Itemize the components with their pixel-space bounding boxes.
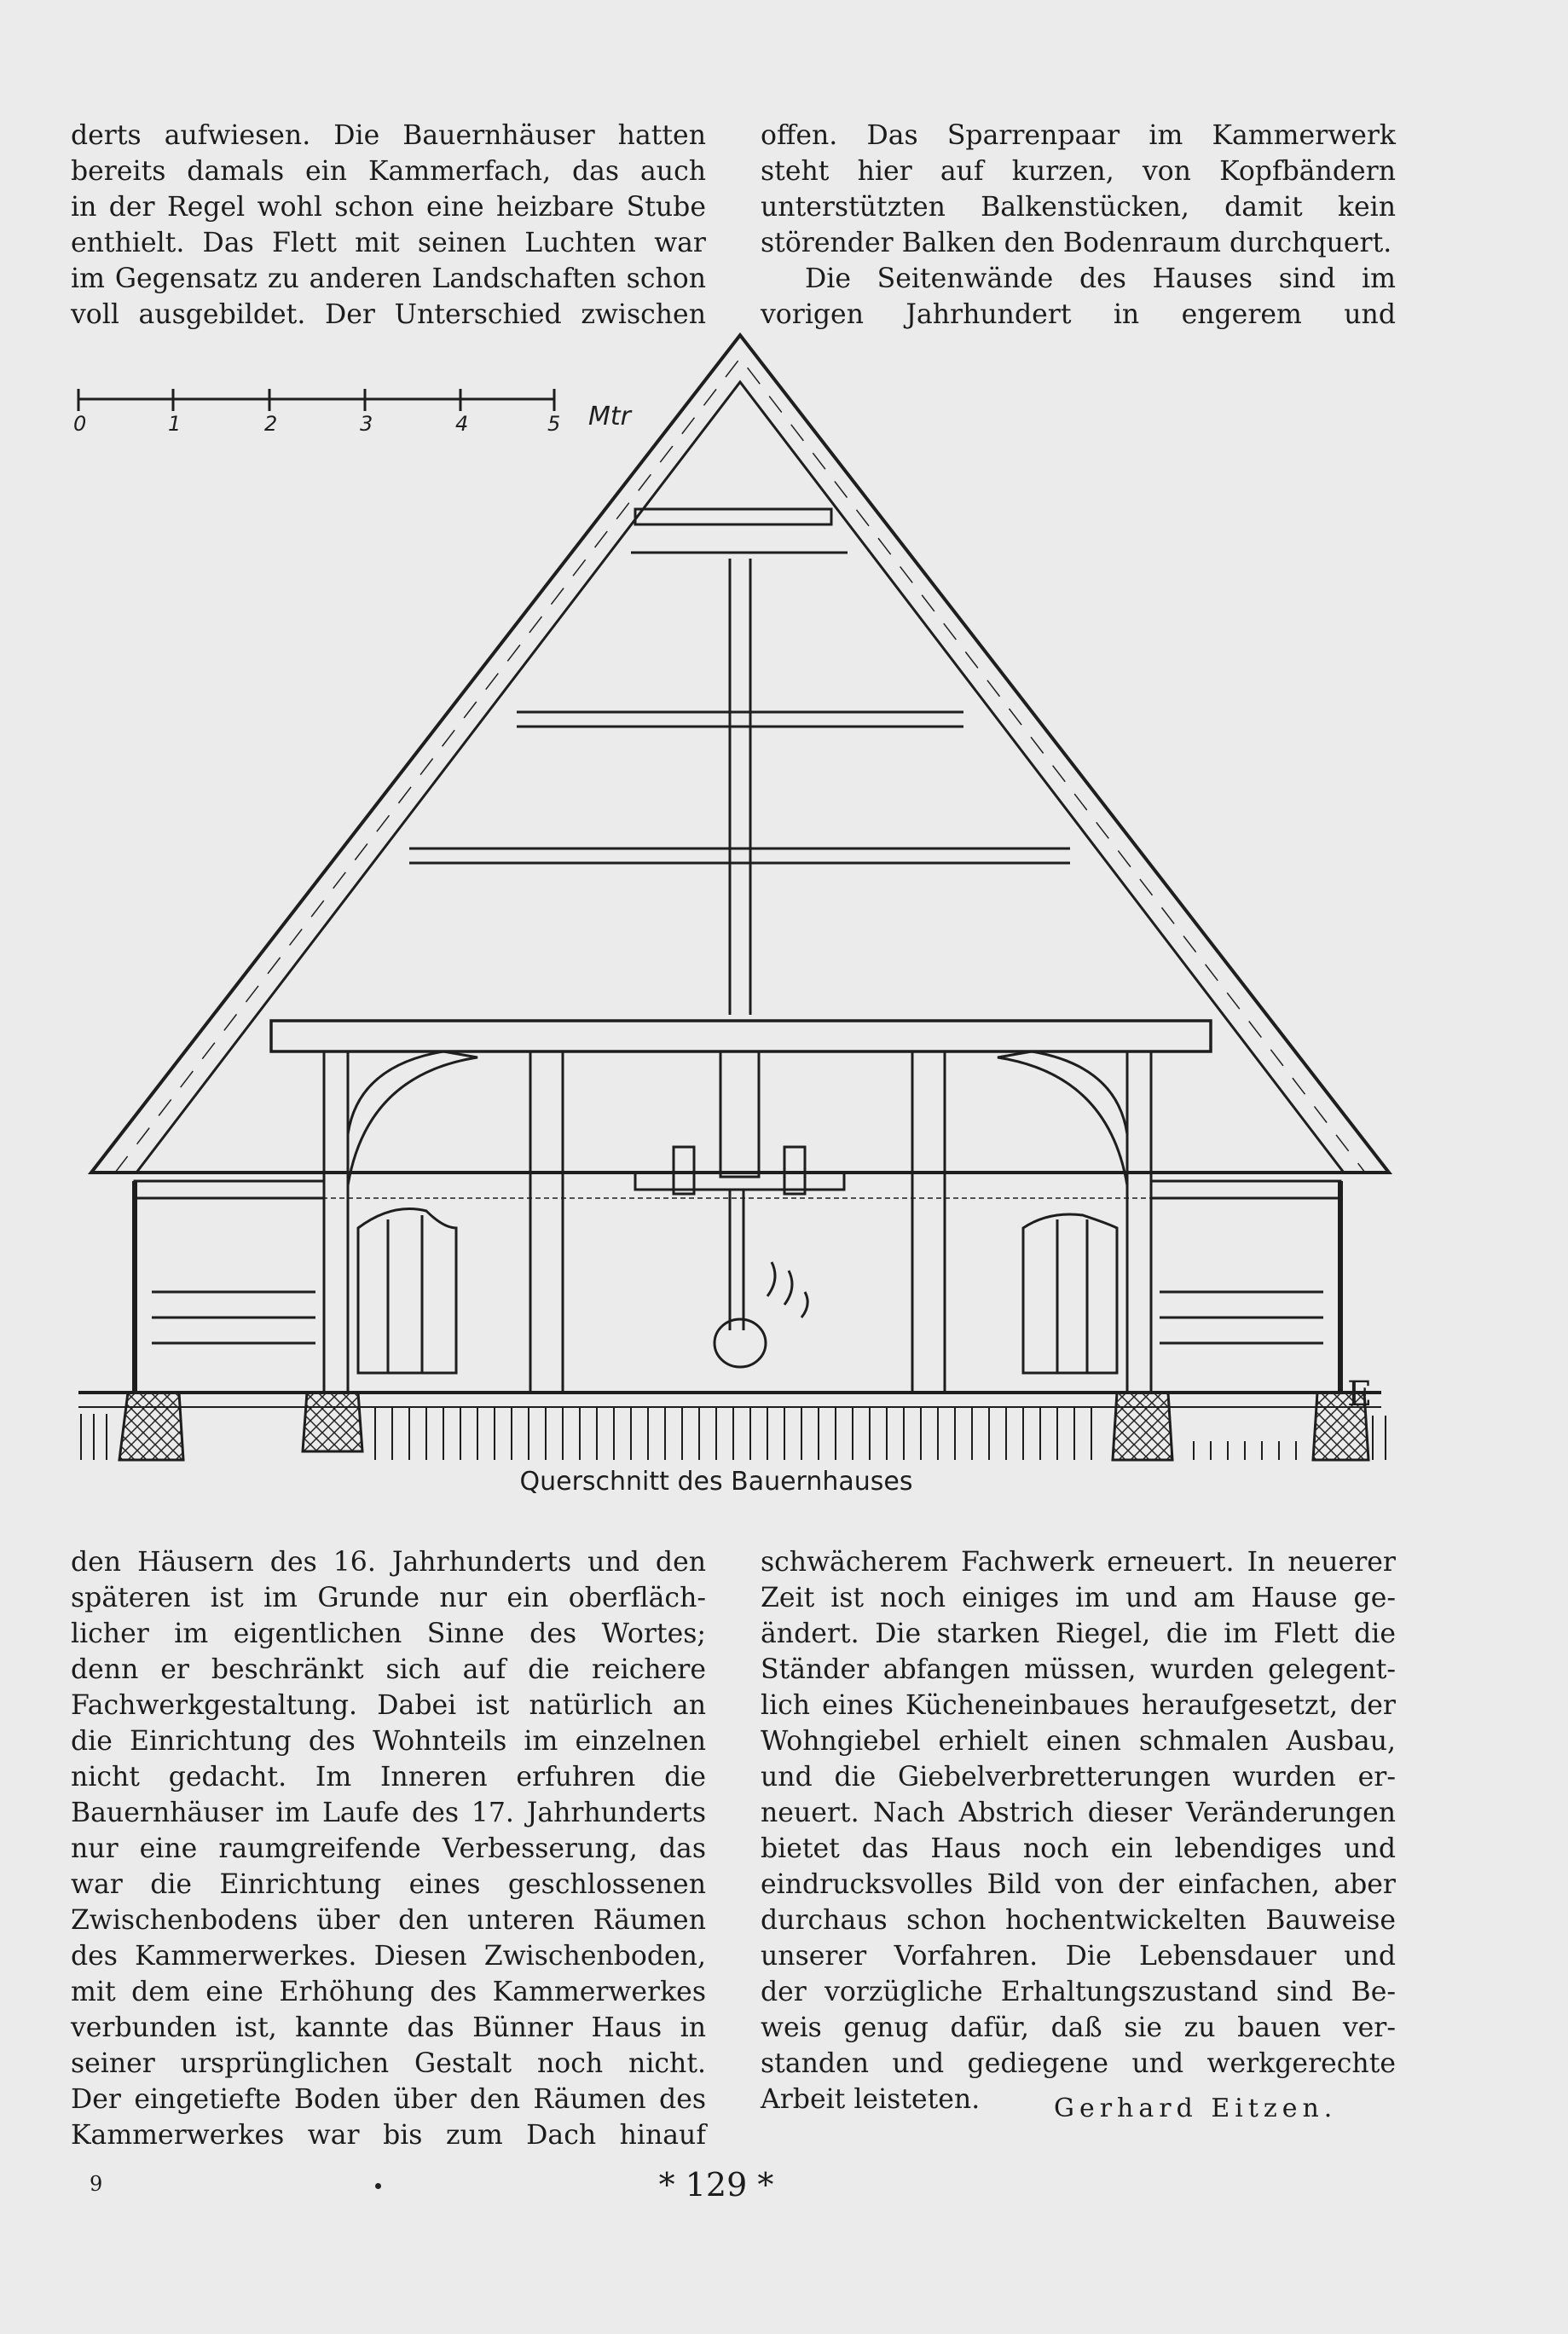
text-line: verbunden ist, kannte das Bünner Haus in (71, 2013, 706, 2043)
text-line: neuert. Nach Abstrich dieser Veränderungen (761, 1798, 1396, 1828)
tie-beam (271, 1021, 1211, 1051)
artist-monogram: E (1347, 1375, 1373, 1414)
text-line: seiner ursprünglichen Gestalt noch nicht. (71, 2048, 706, 2079)
text-line: Ständer abfangen müssen, wurden gelegent- (761, 1654, 1396, 1685)
text-line: späteren ist im Grunde nur ein oberfläch- (71, 1583, 706, 1613)
text-line: denn er beschränkt sich auf die reichere (71, 1654, 706, 1685)
text-line: offen. Das Sparrenpaar im Kammerwerk (761, 120, 1396, 151)
author-signature: Gerhard Eitzen. (1054, 2094, 1338, 2123)
foundation-left (119, 1393, 183, 1460)
post-right (1127, 1051, 1151, 1393)
text-line: und die Giebelverbretterungen wurden er- (761, 1762, 1396, 1792)
hearth-beam (635, 1173, 844, 1190)
collar-beam (635, 509, 831, 524)
text-line: derts aufwiesen. Die Bauernhäuser hatten (71, 120, 706, 151)
post-left-inner (530, 1051, 563, 1393)
scale-tick-label: 3 (360, 412, 373, 436)
text-line: enthielt. Das Flett mit seinen Luchten war (71, 228, 706, 258)
scale-tick-label: 5 (547, 412, 561, 436)
text-line: durchaus schon hochentwickelten Bauweise (761, 1905, 1396, 1936)
text-line: lich eines Kücheneinbaues heraufgesetzt, der (761, 1690, 1396, 1721)
text-line: bereits damals ein Kammerfach, das auch (71, 156, 706, 187)
text-line: vorigen Jahrhundert in engerem und (761, 299, 1396, 330)
text-line: Die Seitenwände des Hauses sind im (805, 264, 1396, 294)
text-line: licher im eigentlichen Sinne des Wortes; (71, 1619, 706, 1649)
brace-left (348, 1051, 477, 1185)
text-line: im Gegensatz zu anderen Landschaften schon (71, 264, 706, 294)
roof-outline (91, 335, 1389, 1173)
door-left (358, 1209, 456, 1374)
text-line: unterstützten Balkenstücken, damit kein (761, 192, 1396, 223)
text-line: ändert. Die starken Riegel, die im Flett die (761, 1619, 1396, 1649)
text-line: voll ausgebildet. Der Unterschied zwischen (71, 299, 706, 330)
text-line: nur eine raumgreifende Verbesserung, das (71, 1833, 706, 1864)
text-line: den Häusern des 16. Jahrhunderts und den (71, 1547, 706, 1578)
page-number: * 129 * (658, 2166, 774, 2204)
door-right (1023, 1214, 1117, 1373)
smoke-hood (720, 1051, 759, 1177)
post-left (324, 1051, 348, 1393)
scale-tick-label: 2 (264, 412, 278, 436)
bottom-left-column (71, 1544, 706, 2153)
text-line: in der Regel wohl schon eine heizbare Stube (71, 192, 706, 223)
post-right-inner (912, 1051, 945, 1393)
text-line: steht hier auf kurzen, von Kopfbändern (761, 156, 1396, 187)
signature-number: 9 (90, 2172, 103, 2196)
scale-tick-label: 1 (168, 412, 182, 436)
scale-unit-label: Mtr (588, 402, 631, 431)
text-line: Fachwerkgestaltung. Dabei ist natürlich an (71, 1690, 706, 1721)
text-line: der vorzügliche Erhaltungszustand sind Be- (761, 1977, 1396, 2007)
text-line: Zwischenbodens über den unteren Räumen (71, 1905, 706, 1936)
text-line: die Einrichtung des Wohnteils im einzelnen (71, 1726, 706, 1757)
text-line: Arbeit leisteten. (761, 2084, 981, 2115)
cooking-pot (715, 1319, 766, 1367)
bottom-right-column (761, 1544, 1396, 2117)
text-line: standen und gediegene und werkgerechte (761, 2048, 1396, 2079)
text-line: eindrucksvolles Bild von der einfachen, aber (761, 1869, 1396, 1900)
text-line: bietet das Haus noch ein lebendiges und (761, 1833, 1396, 1864)
text-line: Bauernhäuser im Laufe des 17. Jahrhunderts (71, 1798, 706, 1828)
text-line: unserer Vorfahren. Die Lebensdauer und (761, 1941, 1396, 1972)
text-line: Kammerwerkes war bis zum Dach hinauf (71, 2120, 706, 2151)
scale-tick-label: 0 (73, 412, 87, 436)
text-line: Zeit ist noch einiges im und am Hause ge- (761, 1583, 1396, 1613)
text-line: Der eingetiefte Boden über den Räumen des (71, 2084, 706, 2115)
scale-bar (78, 389, 554, 411)
text-line: schwächerem Fachwerk erneuert. In neuerer (761, 1547, 1396, 1578)
text-line: Wohngiebel erhielt einen schmalen Ausbau, (761, 1726, 1396, 1757)
text-line: war die Einrichtung eines geschlossenen (71, 1869, 706, 1900)
brace-right (998, 1051, 1127, 1185)
figure-caption: Querschnitt des Bauernhauses (519, 1467, 913, 1497)
roof-inner-line (136, 382, 1344, 1173)
text-line: weis genug dafür, daß sie zu bauen ver- (761, 2013, 1396, 2043)
text-line: mit dem eine Erhöhung des Kammerwerkes (71, 1977, 706, 2007)
scale-tick-label: 4 (455, 412, 469, 436)
text-line: störender Balken den Bodenraum durchquert. (761, 228, 1392, 258)
text-line: des Kammerwerkes. Diesen Zwischenboden, (71, 1941, 706, 1972)
text-line: nicht gedacht. Im Inneren erfuhren die (71, 1762, 706, 1792)
